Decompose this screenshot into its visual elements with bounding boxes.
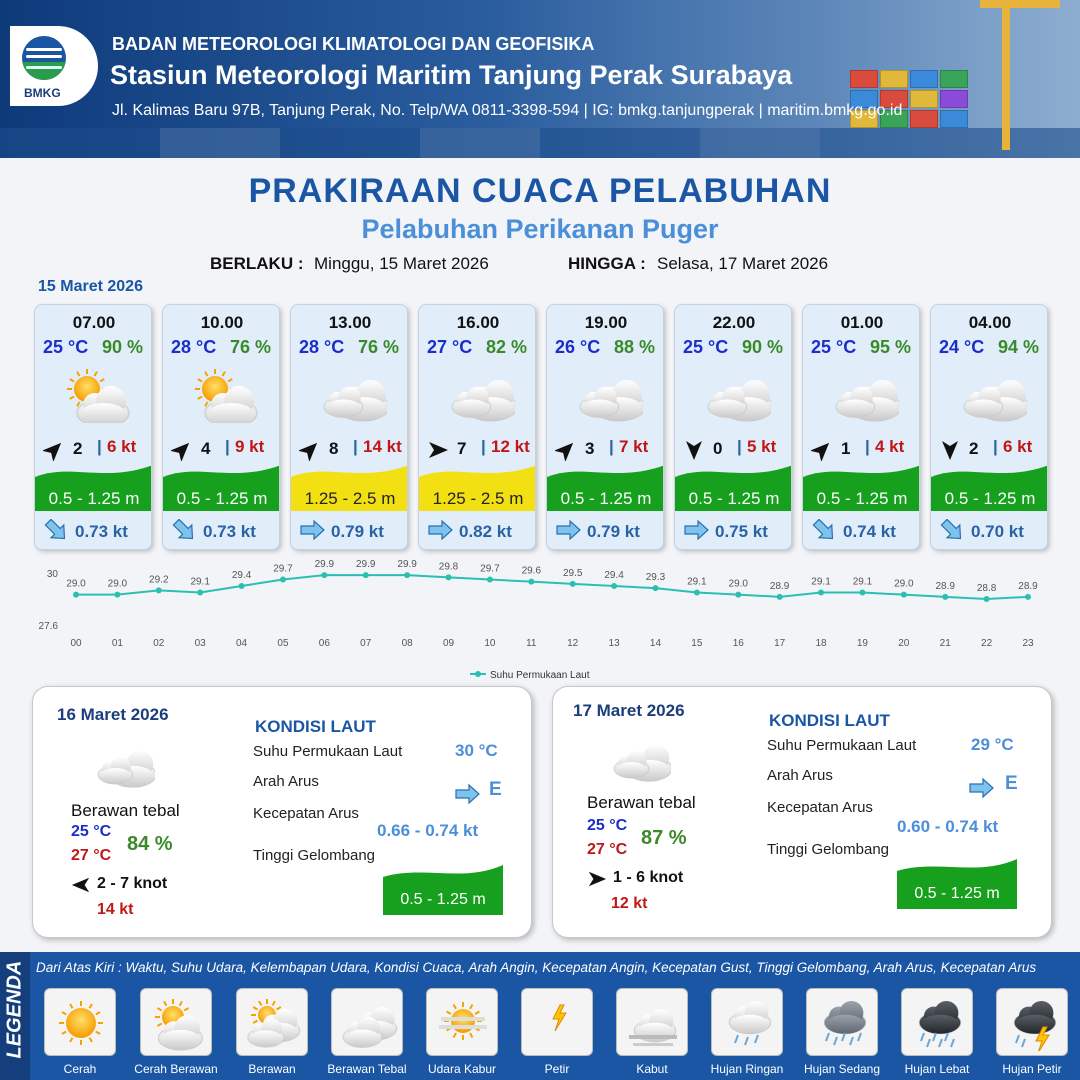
legend-item-label: Cerah Berawan bbox=[134, 1062, 218, 1076]
wind-row bbox=[683, 437, 787, 461]
hour-time: 04.00 bbox=[968, 313, 1012, 332]
data-label: 29.0 bbox=[107, 578, 128, 590]
thick-clouds-icon bbox=[957, 367, 1027, 423]
current-speed: 0.74 kt bbox=[843, 522, 896, 541]
wave-height: 0.5 - 1.25 m bbox=[816, 489, 908, 508]
gust-speed: 5 kt bbox=[747, 437, 777, 456]
moderate-rain-icon bbox=[813, 995, 873, 1051]
wave-height: 0.5 - 1.25 m bbox=[560, 489, 652, 508]
thick-clouds-icon bbox=[317, 367, 387, 423]
hour-card bbox=[546, 304, 664, 550]
day-wind: 2 - 7 knot bbox=[97, 875, 168, 892]
data-label: 29.9 bbox=[356, 560, 376, 571]
hour-time: 16.00 bbox=[456, 313, 500, 332]
humidity: 76 % bbox=[229, 337, 271, 357]
wind-speed: 1 bbox=[841, 439, 851, 458]
wave-height: 0.5 - 1.25 m bbox=[944, 489, 1036, 508]
x-tick-label: 04 bbox=[236, 638, 248, 649]
hour-card bbox=[674, 304, 792, 550]
hour-time: 10.00 bbox=[200, 313, 244, 332]
current-direction-icon bbox=[299, 519, 325, 541]
gust-speed: 12 kt bbox=[491, 437, 530, 456]
data-point bbox=[984, 596, 990, 602]
wind-direction-icon bbox=[427, 439, 449, 461]
data-point bbox=[446, 574, 452, 580]
legend-description: Dari Atas Kiri : Waktu, Suhu Udara, Kelembapan Udara, Kondisi Cuaca, Arah Angin, Kecepatan Angin, Kecepatan Gust, Tinggi Gelombang, Arah Arus, Kecepatan Arus bbox=[36, 960, 1037, 975]
humidity: 95 % bbox=[869, 337, 911, 357]
valid-from-value: Minggu, 15 Maret 2026 bbox=[314, 254, 489, 273]
day-gust: 12 kt bbox=[611, 895, 648, 912]
data-label: 29.1 bbox=[852, 576, 873, 588]
current-direction-icon bbox=[171, 519, 197, 541]
page-title: PRAKIRAAN CUACA PELABUHAN bbox=[248, 172, 832, 210]
hour-card bbox=[290, 304, 408, 550]
x-tick-label: 21 bbox=[939, 638, 951, 649]
current-speed: 0.79 kt bbox=[331, 522, 384, 541]
wind-speed: 0 bbox=[713, 439, 723, 458]
legend-item bbox=[521, 988, 593, 1056]
day-condition: Berawan tebal bbox=[71, 801, 180, 820]
hour-time: 22.00 bbox=[712, 313, 756, 332]
day-temp-min: 25 °C bbox=[71, 823, 112, 840]
separator: | bbox=[353, 437, 358, 456]
wind-direction-icon bbox=[587, 869, 607, 889]
data-label: 29.7 bbox=[273, 563, 293, 575]
wave-height-label: Tinggi Gelombang bbox=[253, 847, 376, 864]
legend-item bbox=[140, 988, 212, 1056]
wind-speed: 2 bbox=[969, 439, 979, 458]
humidity: 82 % bbox=[485, 337, 527, 357]
thick-clouds-icon bbox=[445, 367, 515, 423]
day-wind: 1 - 6 knot bbox=[613, 869, 684, 886]
x-tick-label: 00 bbox=[70, 638, 82, 649]
current-speed: 0.82 kt bbox=[459, 522, 512, 541]
current-direction-value: E bbox=[1005, 773, 1018, 794]
day-temp-max: 27 °C bbox=[71, 847, 112, 864]
wind-row bbox=[299, 437, 403, 461]
x-tick-label: 20 bbox=[898, 638, 910, 649]
wind-direction-icon bbox=[71, 875, 91, 895]
thick-clouds-icon bbox=[829, 367, 899, 423]
separator: | bbox=[609, 437, 614, 456]
lightning-icon bbox=[528, 995, 588, 1051]
clouds-icon bbox=[243, 995, 303, 1051]
gust-speed: 4 kt bbox=[875, 437, 905, 456]
current-speed-label: Kecepatan Arus bbox=[253, 805, 359, 822]
x-tick-label: 07 bbox=[360, 638, 372, 649]
container-stack-decoration bbox=[850, 40, 1040, 140]
logo-text: BMKG bbox=[24, 86, 61, 100]
y-tick-label: 27.6 bbox=[38, 621, 58, 632]
wind-direction-icon bbox=[939, 439, 961, 461]
sun-cloud-icon bbox=[189, 367, 259, 423]
data-label: 29.8 bbox=[438, 561, 459, 573]
hour-card bbox=[802, 304, 920, 550]
data-label: 29.0 bbox=[728, 578, 748, 590]
current-speed-value: 0.66 - 0.74 kt bbox=[377, 821, 479, 840]
gust-speed: 7 kt bbox=[619, 437, 649, 456]
current-speed: 0.73 kt bbox=[203, 522, 256, 541]
sst-line-chart bbox=[30, 560, 1050, 680]
data-point bbox=[528, 579, 534, 585]
thick-clouds-icon bbox=[338, 995, 398, 1051]
x-tick-label: 08 bbox=[401, 638, 413, 649]
day-condition: Berawan tebal bbox=[587, 793, 696, 812]
wind-row bbox=[43, 437, 147, 461]
data-point bbox=[735, 592, 741, 598]
data-point bbox=[1025, 594, 1031, 600]
day-date: 16 Maret 2026 bbox=[57, 705, 169, 724]
air-temperature: 25 °C bbox=[683, 337, 729, 357]
wind-row bbox=[555, 437, 659, 461]
air-temperature: 25 °C bbox=[811, 337, 857, 357]
hour-card bbox=[418, 304, 536, 550]
current-direction-value: E bbox=[489, 779, 502, 800]
day1-date: 15 Maret 2026 bbox=[38, 278, 143, 295]
data-point bbox=[652, 585, 658, 591]
legend-item-label: Hujan Sedang bbox=[803, 1062, 881, 1076]
day-date: 17 Maret 2026 bbox=[573, 701, 685, 720]
humidity: 76 % bbox=[357, 337, 399, 357]
data-point bbox=[859, 590, 865, 596]
day-humidity: 84 % bbox=[127, 833, 173, 855]
data-label: 29.4 bbox=[604, 570, 624, 581]
fog-icon bbox=[623, 995, 683, 1051]
valid-from-label: BERLAKU : bbox=[210, 254, 304, 273]
x-tick-label: 23 bbox=[1022, 638, 1034, 649]
wave-height-value: 0.5 - 1.25 m bbox=[400, 891, 486, 908]
separator: | bbox=[865, 437, 870, 456]
gust-speed: 14 kt bbox=[363, 437, 402, 456]
hour-time: 07.00 bbox=[72, 313, 116, 332]
x-tick-label: 02 bbox=[153, 638, 165, 649]
data-point bbox=[239, 583, 245, 589]
light-rain-icon bbox=[718, 995, 778, 1051]
x-tick-label: 01 bbox=[111, 638, 123, 649]
sst-label: Suhu Permukaan Laut bbox=[767, 737, 917, 754]
wind-speed: 2 bbox=[73, 439, 83, 458]
data-point bbox=[363, 572, 369, 578]
legend-item-label: Petir bbox=[544, 1062, 570, 1076]
wave-height: 0.5 - 1.25 m bbox=[48, 489, 140, 508]
day-humidity: 87 % bbox=[641, 827, 687, 849]
wind-row bbox=[811, 437, 915, 461]
data-label: 29.1 bbox=[190, 576, 210, 588]
day-panel bbox=[32, 686, 532, 938]
data-label: 29.1 bbox=[811, 576, 831, 588]
x-tick-label: 09 bbox=[442, 638, 455, 649]
hour-card bbox=[162, 304, 280, 550]
thick-clouds-icon bbox=[91, 739, 155, 789]
data-label: 29.9 bbox=[314, 560, 335, 571]
legend-item bbox=[996, 988, 1068, 1056]
x-tick-label: 18 bbox=[815, 638, 827, 649]
humidity: 90 % bbox=[101, 337, 143, 357]
hour-time: 01.00 bbox=[840, 313, 884, 332]
station-name: Stasiun Meteorologi Maritim Tanjung Perak Surabaya bbox=[110, 60, 793, 90]
separator: | bbox=[737, 437, 742, 456]
day-gust: 14 kt bbox=[97, 901, 134, 918]
current-speed-label: Kecepatan Arus bbox=[767, 799, 873, 816]
x-tick-label: 22 bbox=[981, 638, 993, 649]
current-speed: 0.73 kt bbox=[75, 522, 128, 541]
data-label: 28.9 bbox=[935, 580, 955, 592]
wave-height: 0.5 - 1.25 m bbox=[176, 489, 268, 508]
hour-card bbox=[34, 304, 152, 550]
data-point bbox=[156, 587, 162, 593]
air-temperature: 25 °C bbox=[43, 337, 89, 357]
air-temperature: 24 °C bbox=[939, 337, 985, 357]
data-point bbox=[487, 577, 493, 583]
legend-item bbox=[331, 988, 403, 1056]
data-label: 29.3 bbox=[645, 572, 666, 584]
air-temperature: 26 °C bbox=[555, 337, 601, 357]
data-point bbox=[321, 572, 327, 578]
legend-item bbox=[711, 988, 783, 1056]
hour-time: 13.00 bbox=[328, 313, 372, 332]
legend-item-label: Berawan Tebal bbox=[327, 1062, 407, 1076]
wind-direction-icon bbox=[299, 439, 321, 461]
current-direction-icon bbox=[967, 777, 995, 799]
data-point bbox=[114, 592, 120, 598]
y-tick-label: 30 bbox=[46, 569, 58, 580]
wind-direction-icon bbox=[811, 439, 833, 461]
bmkg-logo bbox=[10, 26, 98, 106]
legend-item-label: Hujan Petir bbox=[1002, 1062, 1062, 1076]
thick-clouds-icon bbox=[573, 367, 643, 423]
thick-clouds-icon bbox=[701, 367, 771, 423]
legend-side: LEGENDA bbox=[0, 952, 30, 1080]
separator: | bbox=[97, 437, 102, 456]
x-tick-label: 15 bbox=[691, 638, 703, 649]
heavy-rain-icon bbox=[908, 995, 968, 1051]
crane-decoration bbox=[980, 0, 1060, 8]
humidity: 88 % bbox=[613, 337, 655, 357]
humidity: 94 % bbox=[997, 337, 1039, 357]
data-point bbox=[694, 590, 700, 596]
series-line bbox=[76, 575, 1028, 599]
legend-item bbox=[236, 988, 308, 1056]
legend-item bbox=[426, 988, 498, 1056]
page-subtitle: Pelabuhan Perikanan Puger bbox=[361, 214, 719, 244]
data-point bbox=[611, 583, 617, 589]
legend-item bbox=[901, 988, 973, 1056]
current-speed: 0.70 kt bbox=[971, 522, 1024, 541]
day-temp-min: 25 °C bbox=[587, 817, 628, 834]
day-panel bbox=[552, 686, 1052, 938]
data-label: 29.9 bbox=[397, 560, 417, 571]
legend-item bbox=[806, 988, 878, 1056]
current-direction-label: Arah Arus bbox=[253, 773, 319, 790]
data-label: 29.1 bbox=[687, 576, 707, 588]
data-label: 29.7 bbox=[480, 563, 500, 575]
data-label: 29.6 bbox=[521, 565, 542, 577]
data-label: 28.9 bbox=[769, 580, 790, 592]
x-tick-label: 11 bbox=[526, 638, 537, 649]
data-point bbox=[73, 592, 79, 598]
x-tick-label: 16 bbox=[732, 638, 744, 649]
legend-item bbox=[44, 988, 116, 1056]
org-name: BADAN METEOROLOGI KLIMATOLOGI DAN GEOFISIKA bbox=[112, 34, 595, 54]
sst-value: 30 °C bbox=[455, 741, 498, 760]
current-direction-icon bbox=[453, 783, 481, 805]
legend-item-label: Kabut bbox=[636, 1062, 668, 1076]
hour-card bbox=[930, 304, 1048, 550]
data-label: 29.0 bbox=[894, 578, 914, 590]
sea-condition-title: KONDISI LAUT bbox=[769, 711, 890, 730]
legend-item-label: Hujan Lebat bbox=[904, 1062, 970, 1076]
legend-item-label: Cerah bbox=[63, 1062, 97, 1076]
data-label: 29.5 bbox=[562, 567, 583, 579]
sun-icon bbox=[51, 995, 111, 1051]
thunderstorm-icon bbox=[1003, 995, 1063, 1051]
header-banner bbox=[0, 0, 1080, 158]
wind-row bbox=[427, 437, 531, 461]
legend-item-label: Udara Kabur bbox=[427, 1062, 497, 1076]
x-tick-label: 12 bbox=[567, 638, 579, 649]
data-point bbox=[901, 592, 907, 598]
legend-item-label: Berawan bbox=[248, 1062, 296, 1076]
x-tick-label: 05 bbox=[277, 638, 289, 649]
air-temperature: 28 °C bbox=[171, 337, 217, 357]
data-label: 28.8 bbox=[976, 583, 997, 594]
x-tick-label: 14 bbox=[649, 638, 662, 649]
current-direction-icon bbox=[555, 519, 581, 541]
current-speed-value: 0.60 - 0.74 kt bbox=[897, 817, 999, 836]
legend-item-label: Hujan Ringan bbox=[710, 1062, 784, 1076]
air-temperature: 27 °C bbox=[427, 337, 473, 357]
wind-direction-icon bbox=[683, 439, 705, 461]
wind-speed: 8 bbox=[329, 439, 339, 458]
data-label: 28.9 bbox=[1018, 580, 1038, 592]
wave-height: 1.25 - 2.5 m bbox=[432, 489, 524, 508]
wind-row bbox=[171, 437, 275, 461]
hour-time: 19.00 bbox=[584, 313, 628, 332]
sun-cloud-icon bbox=[61, 367, 131, 423]
valid-to-label: HINGGA : bbox=[568, 254, 646, 273]
data-label: 29.4 bbox=[231, 570, 252, 581]
x-tick-label: 10 bbox=[484, 638, 496, 649]
current-direction-icon bbox=[427, 519, 453, 541]
wind-speed: 4 bbox=[201, 439, 211, 458]
current-speed: 0.75 kt bbox=[715, 522, 768, 541]
wind-direction-icon bbox=[555, 439, 577, 461]
data-label: 29.0 bbox=[66, 578, 86, 590]
sea-condition-title: KONDISI LAUT bbox=[255, 717, 376, 736]
data-point bbox=[280, 577, 286, 583]
wave-height: 0.5 - 1.25 m bbox=[688, 489, 780, 508]
current-direction-label: Arah Arus bbox=[767, 767, 833, 784]
legend-swatch-dot bbox=[475, 671, 481, 677]
gust-speed: 6 kt bbox=[107, 437, 137, 456]
x-tick-label: 17 bbox=[774, 638, 786, 649]
x-tick-label: 13 bbox=[608, 638, 620, 649]
humidity: 90 % bbox=[741, 337, 783, 357]
data-point bbox=[818, 590, 824, 596]
wind-row bbox=[939, 437, 1043, 461]
current-direction-icon bbox=[939, 519, 965, 541]
air-temperature: 28 °C bbox=[299, 337, 345, 357]
current-direction-icon bbox=[43, 519, 69, 541]
x-tick-label: 06 bbox=[318, 638, 330, 649]
thick-clouds-icon bbox=[607, 733, 671, 783]
data-point bbox=[570, 581, 576, 587]
current-speed: 0.79 kt bbox=[587, 522, 640, 541]
legend-item bbox=[616, 988, 688, 1056]
sun-cloud-icon bbox=[147, 995, 207, 1051]
x-tick-label: 19 bbox=[856, 638, 868, 649]
wave-height-value: 0.5 - 1.25 m bbox=[914, 885, 1000, 902]
data-label: 29.2 bbox=[149, 574, 169, 586]
x-tick-label: 03 bbox=[194, 638, 206, 649]
current-direction-icon bbox=[683, 519, 709, 541]
gust-speed: 6 kt bbox=[1003, 437, 1033, 456]
data-point bbox=[777, 594, 783, 600]
day-temp-max: 27 °C bbox=[587, 841, 628, 858]
separator: | bbox=[225, 437, 230, 456]
separator: | bbox=[481, 437, 486, 456]
sst-value: 29 °C bbox=[971, 735, 1014, 754]
current-direction-icon bbox=[811, 519, 837, 541]
wind-speed: 3 bbox=[585, 439, 595, 458]
station-address: Jl. Kalimas Baru 97B, Tanjung Perak, No. Telp/WA 0811-3398-594 | IG: bmkg.tanjungperak | maritim.bmkg.go.id bbox=[112, 102, 903, 119]
separator: | bbox=[993, 437, 998, 456]
legend-label: Suhu Permukaan Laut bbox=[490, 670, 590, 680]
wind-speed: 7 bbox=[457, 439, 467, 458]
data-point bbox=[197, 590, 203, 596]
gust-speed: 9 kt bbox=[235, 437, 265, 456]
valid-to-value: Selasa, 17 Maret 2026 bbox=[657, 254, 829, 273]
wind-direction-icon bbox=[171, 439, 193, 461]
wave-height: 1.25 - 2.5 m bbox=[304, 489, 396, 508]
haze-icon bbox=[433, 995, 493, 1051]
data-point bbox=[404, 572, 410, 578]
sst-label: Suhu Permukaan Laut bbox=[253, 743, 403, 760]
data-point bbox=[942, 594, 948, 600]
wave-height-label: Tinggi Gelombang bbox=[767, 841, 890, 858]
wind-direction-icon bbox=[43, 439, 65, 461]
